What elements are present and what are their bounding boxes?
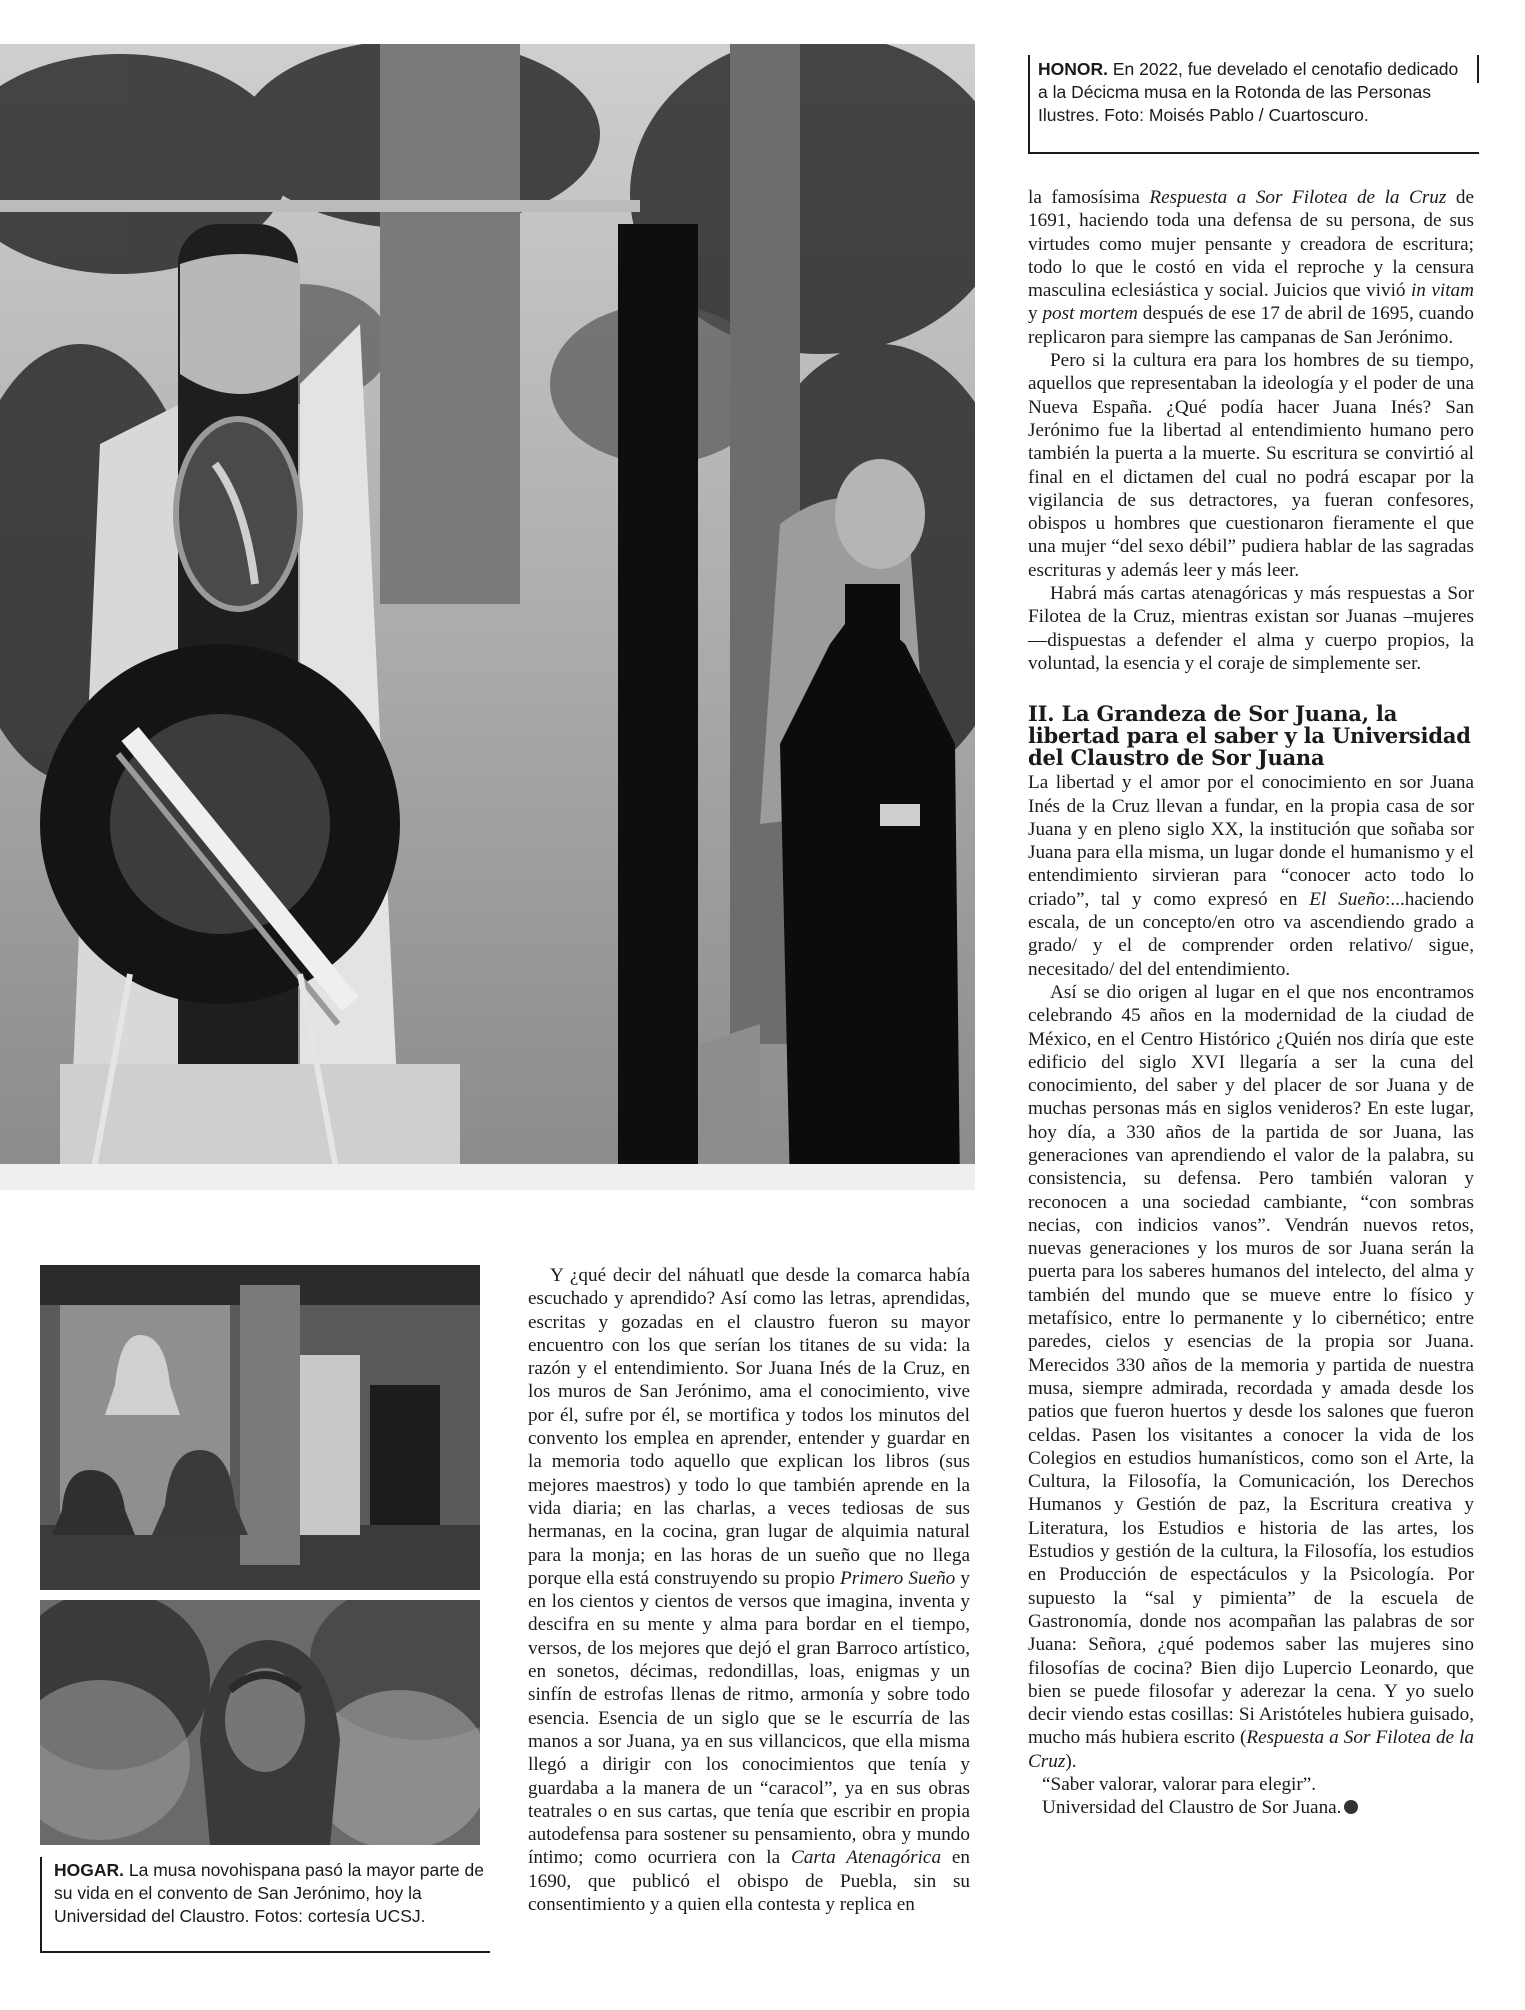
title-el-sueno: El Sueño xyxy=(1309,888,1386,910)
bells-photo xyxy=(40,1265,480,1590)
title-respuesta: Respuesta a Sor Filotea de la Cruz xyxy=(1149,187,1447,208)
paragraph: Y ¿qué decir del náhuatl que desde la comarca había escuchado y aprendido? Así como las letras, aprendidas, escritas y gozadas en el claustro fueron su mayor encuentro con los que serían los titanes de su vida: la razón y el entendimiento. Sor Juana Inés de la Cruz, en los muros de San Jerónimo, ama el conocimiento, vive por él, sufre por él, se mortifica y todos los minutos del convento los emplea en aprender, entender y guardar en la memoria todo aquello que explican los libros (sus mejores maestros) y todo lo que también aprende en la vida diaria; en las charlas, a veces tediosas de sus hermanas, en la cocina, gran lugar de alquimia natural para la monja; en las horas de un sueño que no llega porque ella está construyendo su propio Primero Sueño y en los cientos y cientos de versos que imagina, inventa y descifra en su mente y alma para bordar en el tiempo, versos, de los mejores que dejó el gran Barroco artístico, en sonetos, décimas, redondillas, loas, enigmas y un sinfín de estrofas llenas de ritmo, armonía y sobre todo esencia. Esencia de un siglo que se le escurría de las manos a sor Juana, ya en sus villancicos, que ella misma llegó a dirigir con los conocimientos que tenía y guardaba a la manera de un “caracol”, ya en sus obras teatrales o en sus cartas, que tenía que escribir en propia autodefensa para sostener su pensamiento, obra y mundo íntimo; como ocurriera con la Carta Atenagórica en 1690, que publicó el obispo de Puebla, sin su consentimiento y a quien ella contesta y replica en xyxy=(528,1265,970,1916)
caption-honor-label: HONOR. xyxy=(1038,59,1108,79)
title-respuesta: Respuesta a Sor Filotea de la Cruz xyxy=(1028,1727,1475,1772)
paragraph: la famosísima Respuesta a Sor Filotea de la Cruz de 1691, haciendo toda una defensa de su persona, de sus virtudes como mujer pensante y creadora de escritura; todo lo que le costó en vida el reproche y la censura masculina eclesiástica y social. Juicios que vivió in vitam y post mortem después de ese 17 de abril de 1695, cuando replicaron para siempre las campanas de San Jerónimo. xyxy=(1028,187,1474,348)
title-carta-atenagorica: Carta Atenagórica xyxy=(790,1847,942,1869)
paragraph: Así se dio origen al lugar en el que nos encontramos celebrando 45 años en la modernidad de la ciudad de México, en el Centro Histórico ¿Quién nos diría que este edificio del siglo XVI llegaría a ser la cuna del conocimiento, del saber y del placer de sor Juana y de muchas personas más en siglos venideros? En este lugar, hoy día, a 330 años de la partida de sor Juana, las generaciones van aprendiendo el valor de la palabra, su consistencia, su defensa. Pero también valoran y reconocen a una sociedad cambiante, “con sombras necias, con indicios vanos”. Vendrán nuevos retos, nuevas generaciones y los muros de sor Juana serán la puerta para los saberes humanos del intelecto, del alma y también del mundo que se mueve entre lo físico y metafísico, entre lo permanente y lo cibernético; entre paredes, cielos y esencias de la propia sor Juana. Merecidos 330 años de la memoria y partida de nuestra musa, siempre admirada, recordada y amada desde los patios que fueron huertos y desde los salones que fueron celdas. Pasen los visitantes a conocer la vida de los Colegios en estudios humanísticos, como son el Arte, la Cultura, la Filosofía, la Comunicación, los Derechos Humanos y Gestión de paz, la Escritura creativa y Literatura, los Estudios e historia de las artes, los Estudios y gestión de la cultura, la Filosofía, los estudios en Producción de espectáculos y la Psicología. Por supuesto la “sal y pimienta” de la escuela de Gastronomía, donde nos acompañan las palabras de sor Juana: Señora, ¿qué podemos saber las mujeres sino filosofías de cocina? Bien dijo Lupercio Leonardo, que bien se puede filosofar y aderezar la cena. Y yo suelo decir viendo estas cosillas: Si Aristóteles hubiera guisado, mucho más hubiera escrito (Respuesta a Sor Filotea de la Cruz). xyxy=(1028,981,1475,1772)
middle-column xyxy=(528,1264,970,2004)
caption-honor xyxy=(1028,55,1479,154)
paragraph: La libertad y el amor por el conocimiento en sor Juana Inés de la Cruz llevan a fundar, en la propia casa de sor Juana y en pleno siglo XX, la institución que soñaba sor Juana para ella misma, un lugar donde el humanismo y el entendimiento sirvieran para “conocer acto todo lo criado”, tal y como expresó en El Sueño:...haciendo escala, de un concepto/en otro va ascendiendo grado a grado/ y el de comprender orden relativo/ sigue, necesitado/ del del entendimiento. xyxy=(1028,772,1474,980)
paragraph: Pero si la cultura era para los hombres de su tiempo, aquellos que representaban la ideología y el poder de una Nueva España. ¿Qué podía hacer Juana Inés? San Jerónimo fue la libertad al entendimiento humano pero también la puerta a la muerte. Su escritura se convirtió al final en el dictamen del cual no podrá escapar por la vigilancia de sus detractores, ya fueran confesores, obispos u hombres que cuestionaron fieramente el que una mujer “del sexo débil” pudiera hablar de las sagradas escrituras y además leer y más leer. xyxy=(1028,350,1474,581)
caption-hogar-text: La musa novohispana pasó la mayor parte de su vida en el convento de San Jerónimo, hoy la Universidad del Claustro. Fotos: cortesía UCSJ. xyxy=(54,1860,484,1926)
cenotaph-photo xyxy=(0,44,975,1190)
title-primero-sueno: Primero Sueño xyxy=(840,1567,956,1589)
caption-hogar xyxy=(40,1857,490,1953)
section-subhead: II. La Grandeza de Sor Juana, la libertad para el saber y la Universidad del Claustro de Sor Juana xyxy=(1028,701,1471,771)
caption-hogar-label: HOGAR. xyxy=(54,1860,124,1880)
paragraph: Habrá más cartas atenagóricas y más respuestas a Sor Filotea de la Cruz, mientras existan sor Juanas –mujeres—dispuestas a defender el alma y cuerpo propios, la voluntad, la esencia y el coraje de simplemente ser. xyxy=(1028,583,1474,674)
caption-honor-text: En 2022, fue develado el cenotafio dedicado a la Décicma musa en la Rotonda de las Personas Ilustres. Foto: Moisés Pablo / Cuartoscuro. xyxy=(1038,59,1459,125)
motto: “Saber valorar, valorar para elegir”. xyxy=(1042,1774,1317,1795)
end-mark-icon xyxy=(1344,1800,1358,1814)
signature-line: Universidad del Claustro de Sor Juana. xyxy=(1028,1796,1474,1819)
right-column xyxy=(1028,186,1474,1996)
statue-photo xyxy=(40,1600,480,1845)
